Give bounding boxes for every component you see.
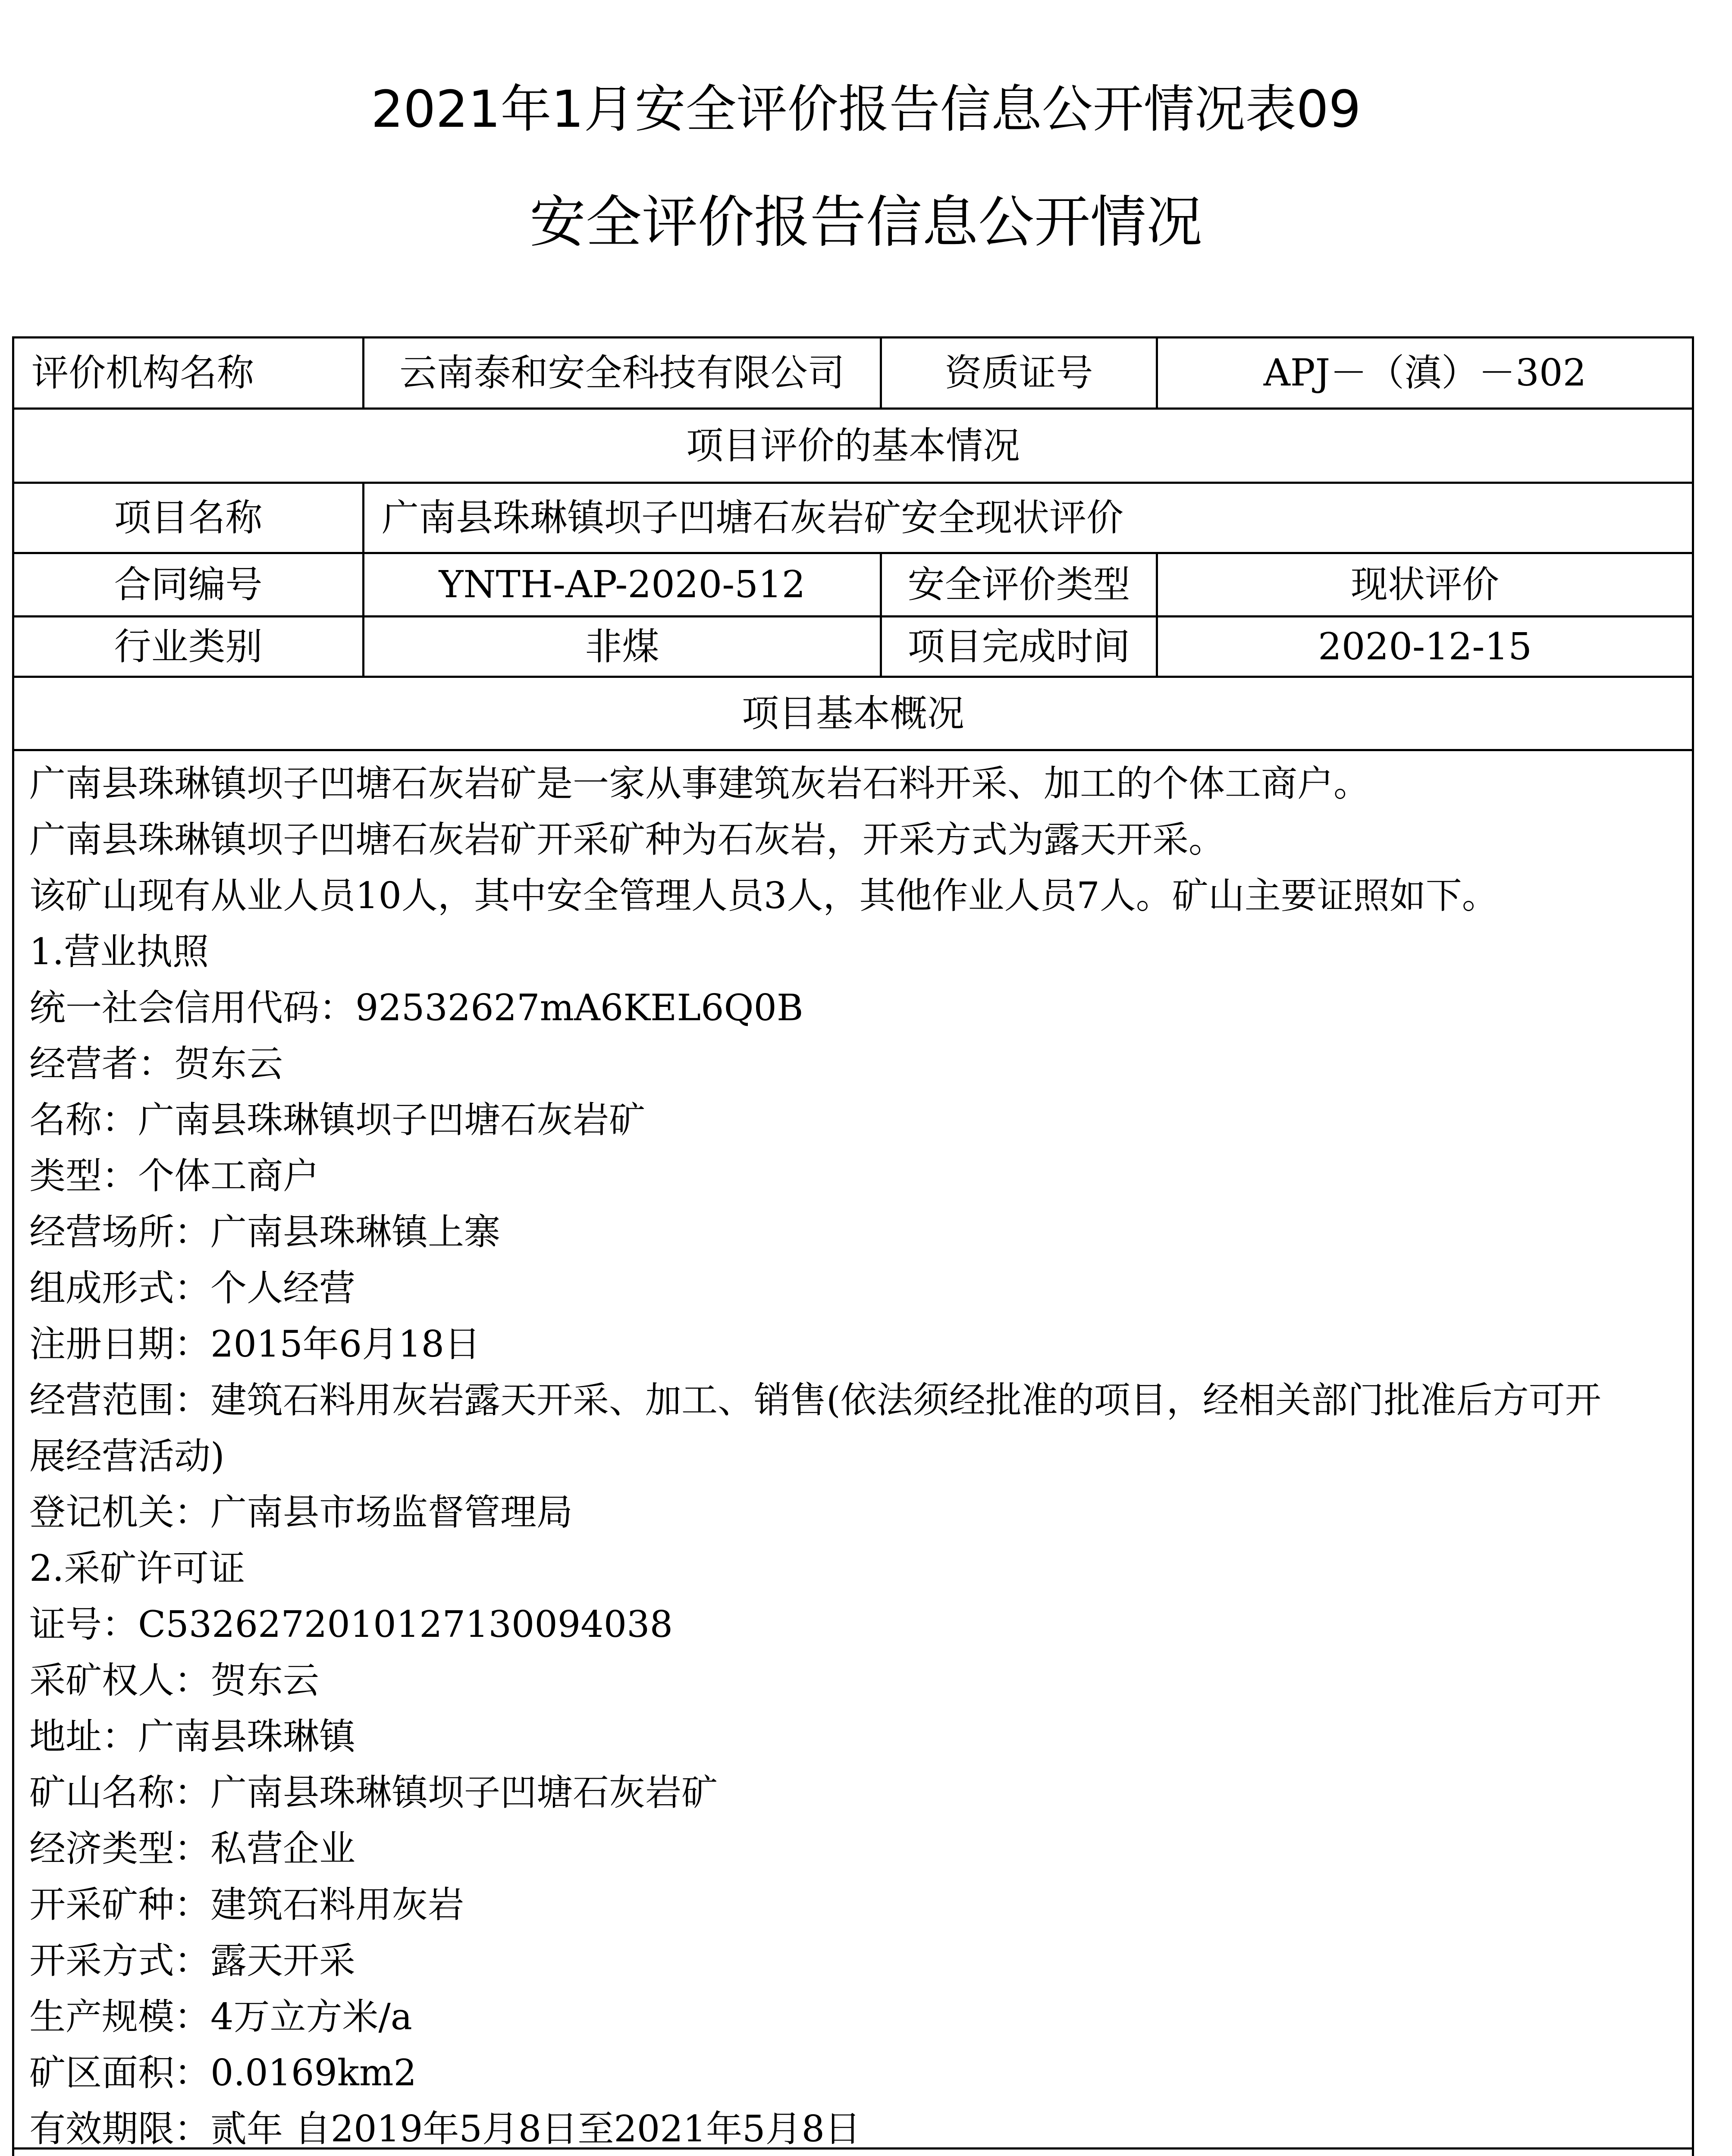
project-name-label: 项目名称	[114, 496, 263, 539]
eval-type-label: 安全评价类型	[907, 563, 1130, 606]
overview-line: 证号：C5326272010127130094038	[29, 1603, 673, 1645]
overview-line: 开采方式：露天开采	[29, 1940, 356, 1982]
overview-line: 采矿权人：贺东云	[29, 1659, 320, 1702]
overview-line: 经营者：贺东云	[29, 1043, 283, 1085]
overview-line: 登记机关：广南县市场监督管理局	[29, 1491, 573, 1533]
rule	[12, 749, 1694, 751]
overview-line: 2.采矿许可证	[29, 1547, 245, 1589]
project-overview-text	[29, 755, 1703, 2156]
overview-line: 注册日期：2015年6月18日	[29, 1323, 481, 1365]
overview-line: 名称：广南县珠琳镇坝子凹塘石灰岩矿	[29, 1099, 646, 1141]
cert-value: APJ－（滇）－302	[1263, 351, 1587, 395]
overview-line: 矿区面积：0.0169km2	[29, 2052, 417, 2094]
contract-label: 合同编号	[114, 563, 263, 606]
industry-label: 行业类别	[114, 625, 263, 668]
overview-line: 统一社会信用代码：92532627mA6KEL6Q0B	[29, 987, 803, 1029]
overview-line: 生产规模：4万立方米/a	[29, 1996, 412, 2038]
project-name-value: 广南县珠琳镇坝子凹塘石灰岩矿安全现状评价	[382, 496, 1123, 539]
overview-line: 经营范围：建筑石料用灰岩露天开采、加工、销售(依法须经批准的项目，经相关部门批准后方可开	[29, 1379, 1601, 1421]
overview-line: 广南县珠琳镇坝子凹塘石灰岩矿开采矿种为石灰岩，开采方式为露天开采。	[29, 818, 1225, 861]
overview-line: 类型：个体工商户	[29, 1155, 320, 1197]
overview-line: 经济类型：私营企业	[29, 1827, 356, 1870]
overview-line: 1.营业执照	[29, 931, 209, 973]
finish-time-label: 项目完成时间	[907, 625, 1130, 668]
overview-line: 该矿山现有从业人员10人，其中安全管理人员3人，其他作业人员7人。矿山主要证照如下。	[29, 874, 1498, 917]
overview-line: 矿山名称：广南县珠琳镇坝子凹塘石灰岩矿	[29, 1771, 718, 1814]
cert-label: 资质证号	[944, 351, 1093, 395]
page-title: 2021年1月安全评价报告信息公开情况表09	[371, 79, 1361, 139]
contract-value: YNTH-AP-2020-512	[439, 563, 806, 606]
overview-line: 开采矿种：建筑石料用灰岩	[29, 1883, 464, 1926]
page-subtitle: 安全评价报告信息公开情况	[529, 189, 1202, 255]
org-value: 云南泰和安全科技有限公司	[399, 351, 845, 395]
section-overview-header: 项目基本概况	[742, 692, 964, 735]
overview-line: 展经营活动)	[29, 1435, 225, 1477]
overview-line: 有效期限：贰年 自2019年5月8日至2021年5月8日	[29, 2108, 861, 2150]
industry-value: 非煤	[585, 625, 659, 668]
overview-line: 经营场所：广南县珠琳镇上寨	[29, 1211, 501, 1253]
overview-line: 组成形式：个人经营	[29, 1267, 356, 1309]
eval-type-value: 现状评价	[1351, 563, 1499, 606]
section-basic-header: 项目评价的基本情况	[686, 424, 1020, 467]
overview-line: 广南县珠琳镇坝子凹塘石灰岩矿是一家从事建筑灰岩石料开采、加工的个体工商户。	[29, 762, 1370, 805]
org-label: 评价机构名称	[31, 351, 254, 395]
overview-line: 地址：广南县珠琳镇	[29, 1715, 356, 1758]
finish-time-value: 2020-12-15	[1318, 625, 1532, 668]
